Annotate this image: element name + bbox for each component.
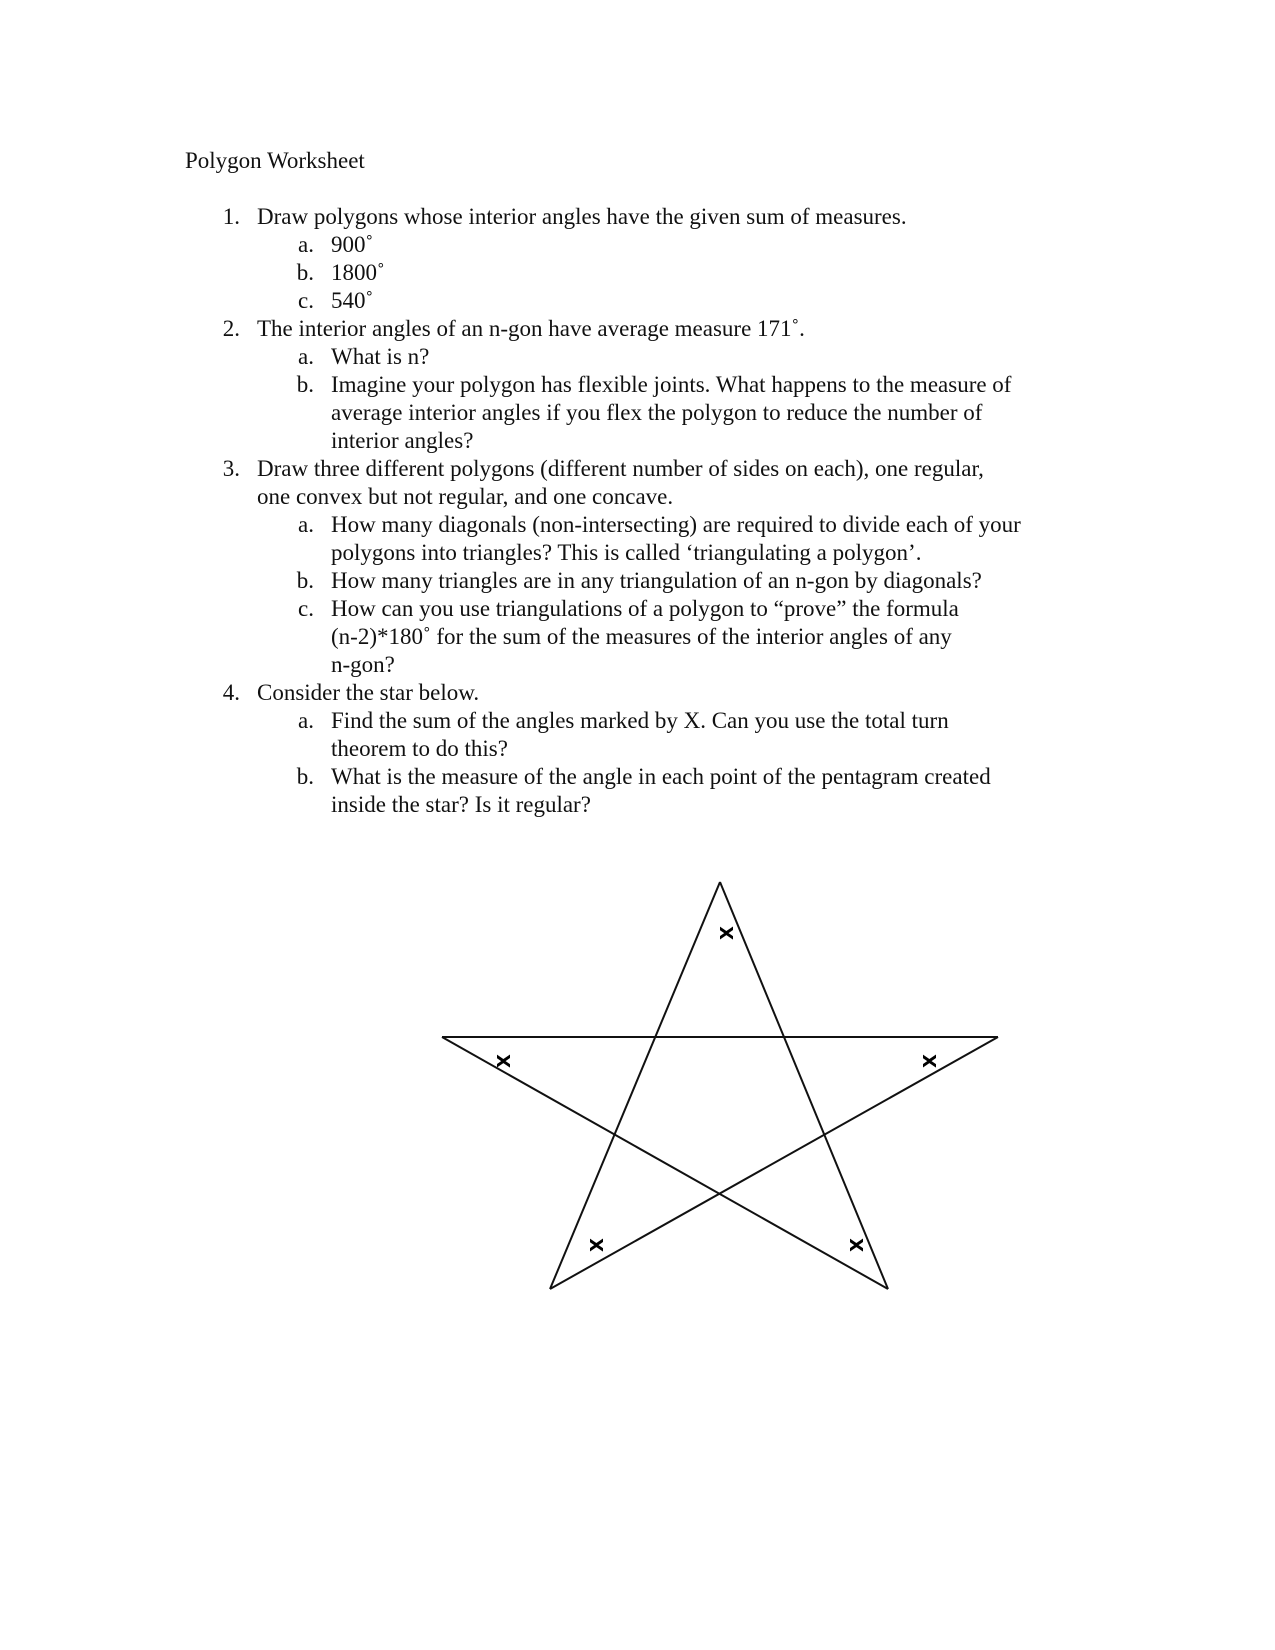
part-text: 540˚ (331, 288, 374, 313)
angle-mark-x: X (847, 1238, 868, 1252)
angle-mark-x: X (717, 926, 738, 940)
question-text: Consider the star below. (257, 680, 480, 705)
part-letter: a. (298, 512, 314, 537)
question-text: Draw three different polygons (different number of sides on each), one regular, (257, 456, 984, 481)
angle-mark-x: X (494, 1054, 515, 1068)
question-number: 1. (222, 204, 240, 229)
angle-mark-x: X (920, 1054, 941, 1068)
question-text: The interior angles of an n-gon have average measure 171˚. (257, 316, 805, 341)
part-text: Find the sum of the angles marked by X. Can you use the total turn (331, 708, 949, 733)
question-text: one convex but not regular, and one concave. (257, 484, 674, 509)
part-text: polygons into triangles? This is called ‘triangulating a polygon’. (331, 540, 922, 565)
star-edge (720, 882, 888, 1289)
part-letter: a. (298, 708, 314, 733)
part-text: What is the measure of the angle in each point of the pentagram created (331, 764, 991, 789)
part-letter: a. (298, 232, 314, 257)
star-edge (550, 1037, 998, 1289)
part-letter: a. (298, 344, 314, 369)
part-letter: c. (298, 288, 314, 313)
part-text: n-gon? (331, 652, 395, 677)
star-lines (442, 882, 998, 1289)
part-letter: c. (298, 596, 314, 621)
part-text: 1800˚ (331, 260, 385, 285)
question-text: Draw polygons whose interior angles have the given sum of measures. (257, 204, 907, 229)
question-number: 3. (222, 456, 240, 481)
part-letter: b. (296, 372, 314, 397)
part-text: Imagine your polygon has flexible joints. What happens to the measure of (331, 372, 1012, 397)
star-edge (550, 882, 720, 1289)
part-text: How can you use triangulations of a polygon to “prove” the formula (331, 596, 959, 621)
part-text: inside the star? Is it regular? (331, 792, 591, 817)
part-text: 900˚ (331, 232, 374, 257)
part-text: What is n? (331, 344, 430, 369)
star-edge (442, 1037, 888, 1289)
part-text: theorem to do this? (331, 736, 508, 761)
part-letter: b. (296, 260, 314, 285)
part-text: average interior angles if you flex the polygon to reduce the number of (331, 400, 983, 425)
part-text: (n-2)*180˚ for the sum of the measures of the interior angles of any (331, 624, 952, 649)
part-text: How many diagonals (non-intersecting) are required to divide each of your (331, 512, 1021, 537)
part-letter: b. (296, 764, 314, 789)
question-number: 2. (222, 316, 240, 341)
angle-mark-x: X (587, 1238, 608, 1252)
part-text: How many triangles are in any triangulation of an n-gon by diagonals? (331, 568, 982, 593)
question-number: 4. (222, 680, 240, 705)
part-letter: b. (296, 568, 314, 593)
page-title: Polygon Worksheet (185, 148, 365, 173)
part-text: interior angles? (331, 428, 474, 453)
